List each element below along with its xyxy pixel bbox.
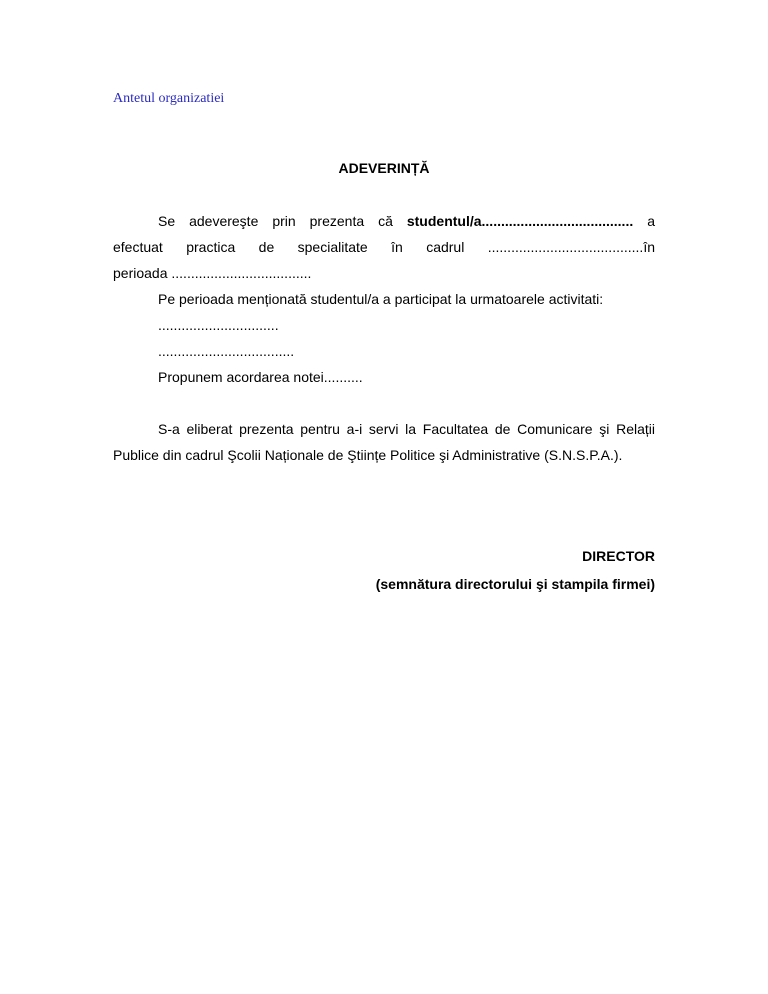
- document-body: [113, 208, 655, 468]
- activity-blank-2: ...................................: [158, 343, 295, 359]
- document-title: ADEVERINȚĂ: [338, 160, 430, 176]
- certification-suffix: a: [633, 213, 655, 229]
- signature-note: (semnătura directorului şi stampila firmei): [375, 576, 655, 592]
- signature-title: DIRECTOR: [582, 548, 655, 564]
- student-name-blank: studentul/a.......................................: [406, 213, 634, 229]
- paragraph-grade-proposal: Propunem acordarea notei..........: [158, 369, 363, 385]
- paragraph-certification-line3: perioada ....................................: [113, 265, 312, 281]
- certification-prefix: Se adevereşte prin prezenta că: [158, 213, 407, 229]
- paragraph-issued-for: S-a eliberat prezenta pentru a-i servi la Facultatea de Comunicare şi Relații Publice din cadrul Şcolii Naționale de Ştiințe Politice şi Administrative (S.N.S.P.A.).: [113, 421, 655, 463]
- paragraph-certification-line2: efectuat practica de specialitate în cadrul ........................................în: [113, 239, 655, 255]
- letterhead-placeholder: Antetul organizatiei: [113, 91, 225, 106]
- activity-blank-1: ...............................: [158, 317, 279, 333]
- paragraph-activities-intro: Pe perioada menționată studentul/a a participat la urmatoarele activitati:: [158, 291, 604, 307]
- paragraph-certification-line1: [113, 208, 655, 234]
- spacer: [113, 390, 655, 416]
